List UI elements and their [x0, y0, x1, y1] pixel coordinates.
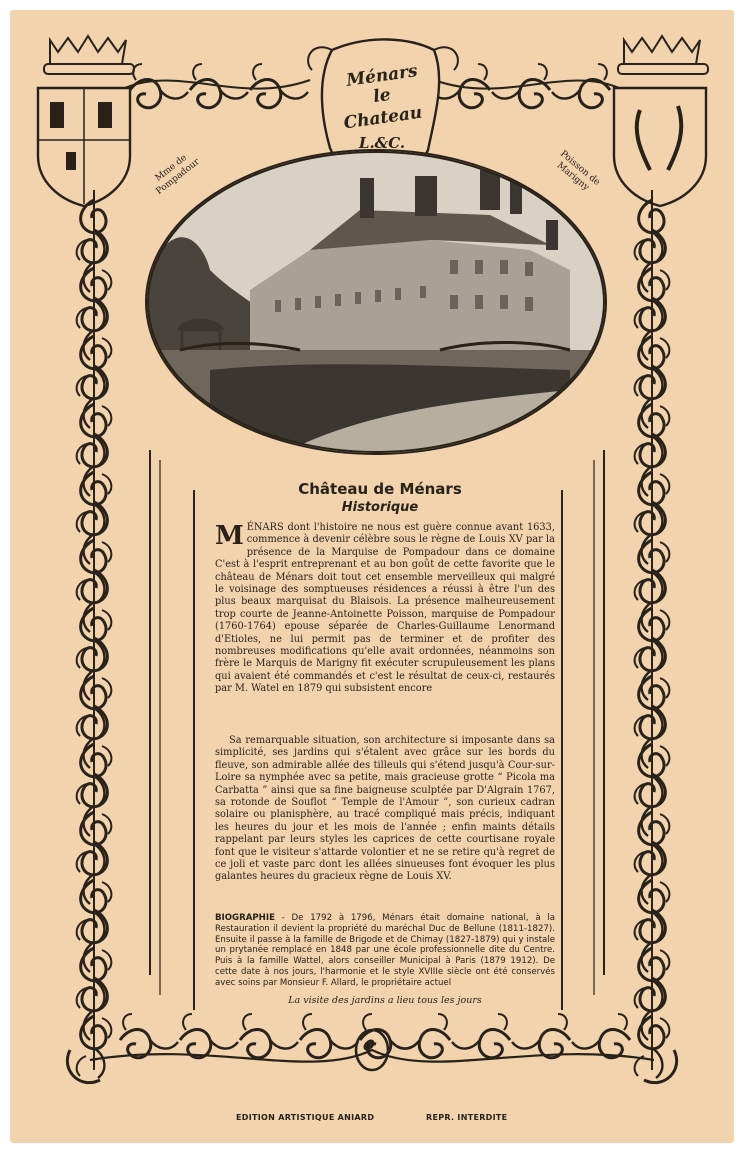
- page-title: Château de Ménars: [298, 480, 462, 498]
- cartouche-line-3: Chateau: [342, 102, 424, 134]
- cartouche-line-1: Ménars: [345, 61, 419, 91]
- history-paragraph-2: Sa remarquable situation, son architecture si imposante dans sa simplicité, ses jardins qui s'étalent avec grâce sur les bords du fleuve, son admirable allée des tilleuls qui s'étend jusqu'à Cour-sur-Loire sa nymphée avec sa petite, mais gracieuse grotte “ Picola ma Carbatta ” ainsi que sa fine baigneuse sculptée par D'Algrain 1767, sa rotonde de Souflot “ Temple de l'Amour ”, son curieux cadran solaire ou planisphère, au tracé compliqué mais précis, indiquant les heures du jour et les mois de l'année ; enfin maints détails rappelant par leurs styles les caprices de cette courtisane royale font que le visiteur s'attarde volontier et ne se retire qu'à regret de ce joli et vaste parc dont les allées sinueuses font évoquer les plus galantes heures du gracieux règne de Louis XV.: [215, 735, 555, 883]
- biography-text: - De 1792 à 1796, Ménars était domaine national, à la Restauration il devient la propriété du maréchal Duc de Bellune (1811-1827). Ensuite il passe à la famille de Brigode et de Chimay (1827-1879) qui y instale un prytanée remplacé en 1848 par une école professionnelle dite du Centre. Puis à la famille Wattel, alors conseiller Municipal à Paris (1879 1912). De cette date à nos jours, l'harmonie et le style XVIIIe siècle ont été conservés avec soins par Monsieur F. Allard, le propriétaire actuel: [215, 913, 555, 988]
- visit-note: La visite des jardins a lieu tous les jours: [288, 995, 482, 1006]
- label-pompadour: Mme de Pompadour: [153, 152, 202, 197]
- cartouche-line-2: le: [372, 84, 392, 108]
- page-subtitle: Historique: [341, 500, 419, 515]
- history-paragraph-1: [215, 522, 555, 696]
- drop-cap: M: [215, 521, 244, 551]
- paragraph-1-text: ÉNARS dont l'histoire ne nous est guère connue avant 1633, commence à devenir célèbre sous le règne de Louis XV par la présence de la Marquise de Pompadour dans ce domaine C'est à l'esprit entreprenant et au bon goût de cette favorite que le château de Ménars doit tout cet ensemble merveilleux qui malgré le voisinage des somptueuses résidences a réussi à être l'un des plus beaux marquisat du Blaisois. La présence malheureusement trop courte de Jeanne-Antoinette Poisson, marquise de Pompadour (1760-1764) epouse séparée de Charles-Guillaume Lenormand d'Etioles, ne lui permit pas de terminer et de profiter des nombreuses modifications qu'elle avait ordonnées, néanmoins son frère le Marquis de Marigny fit exécuter scrupuleusement les plans qui avaient été commandés et c'est le résultat de ceux-ci, restaurés par M. Watel en 1879 qui subsistent encore: [215, 522, 555, 695]
- footer-rights: REPR. INTERDITE: [426, 1113, 508, 1122]
- label-marigny: Poisson de Marigny: [554, 149, 602, 194]
- chateau-photograph: [140, 150, 620, 460]
- cartouche-monogram: L.&C.: [358, 134, 406, 152]
- biography-paragraph: [215, 913, 555, 989]
- left-coat-of-arms: [38, 36, 134, 206]
- footer-publisher: EDITION ARTISTIQUE ANIARD: [236, 1113, 375, 1122]
- right-coat-of-arms: [614, 36, 708, 206]
- postcard: [10, 10, 734, 1143]
- biography-label: BIOGRAPHIE: [215, 913, 275, 923]
